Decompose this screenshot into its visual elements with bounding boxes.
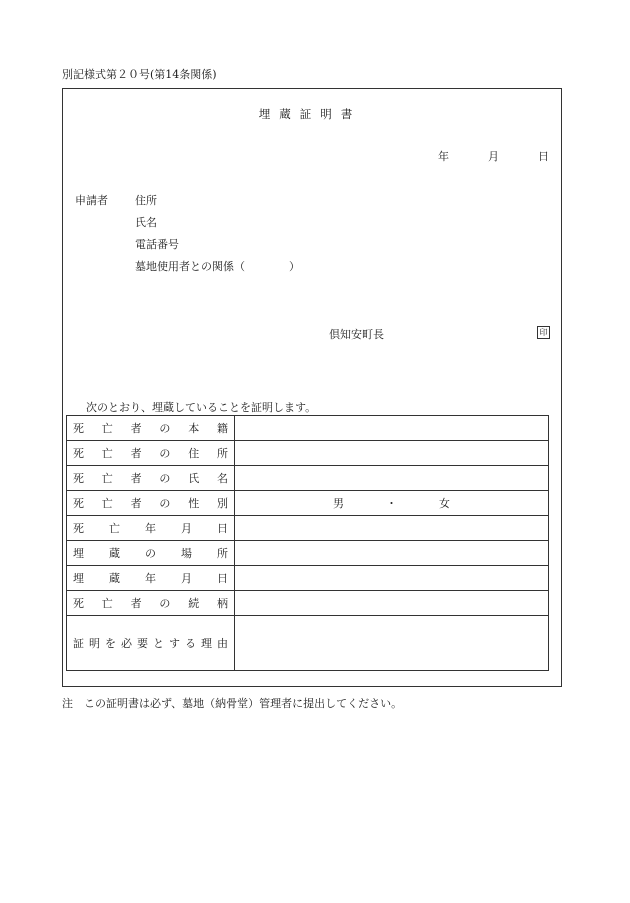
table-row [67, 566, 549, 591]
applicant-address-label: 住所 [135, 194, 157, 207]
seal-mark: 印 [537, 326, 550, 339]
table-row [67, 491, 549, 516]
row-value [235, 416, 549, 441]
table-row [67, 416, 549, 441]
row-label: 死亡者の本籍 [67, 416, 235, 441]
footnote: 注 この証明書は必ず、墓地（納骨堂）管理者に提出してください。 [62, 697, 403, 710]
row-value [235, 441, 549, 466]
applicant-name-label: 氏名 [135, 216, 157, 229]
row-label: 埋蔵年月日 [67, 566, 235, 591]
certification-statement: 次のとおり、埋蔵していることを証明します。 [86, 401, 317, 414]
form-reference: 別記様式第２０号(第14条関係) [62, 68, 217, 81]
row-value [235, 566, 549, 591]
row-value [235, 591, 549, 616]
row-label: 死亡者の氏名 [67, 466, 235, 491]
date-year-label: 年 [438, 150, 449, 163]
applicant-label: 申請者 [75, 194, 108, 207]
row-value [235, 466, 549, 491]
row-value [235, 541, 549, 566]
applicant-phone-label: 電話番号 [135, 238, 179, 251]
date-day-label: 日 [538, 150, 549, 163]
table-row [67, 441, 549, 466]
mayor-title: 倶知安町長 [329, 328, 384, 341]
gender-female-option: 女 [439, 497, 450, 510]
gender-male-option: 男 [333, 497, 344, 510]
row-label: 死亡年月日 [67, 516, 235, 541]
row-value [235, 516, 549, 541]
row-label: 死亡者の性別 [67, 491, 235, 516]
table-row [67, 591, 549, 616]
table-row [67, 541, 549, 566]
row-label: 死亡者の続柄 [67, 591, 235, 616]
row-label: 埋蔵の場所 [67, 541, 235, 566]
table-row [67, 516, 549, 541]
row-value [235, 616, 549, 671]
certificate-table [66, 415, 549, 671]
date-month-label: 月 [488, 150, 499, 163]
table-row [67, 616, 549, 671]
gender-cell [235, 491, 549, 516]
row-label: 死亡者の住所 [67, 441, 235, 466]
row-label: 証明を必要とする理由 [67, 616, 235, 671]
applicant-relation-label: 墓地使用者との関係（ ） [135, 260, 300, 273]
document-title: 埋蔵証明書 [258, 107, 362, 121]
table-row [67, 466, 549, 491]
gender-separator: ・ [386, 497, 397, 510]
